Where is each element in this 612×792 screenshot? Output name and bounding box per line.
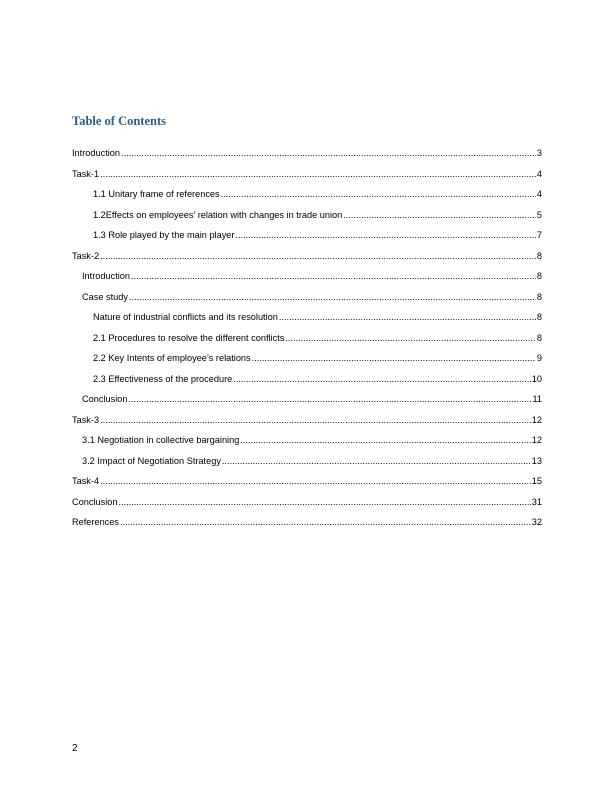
toc-entry-label: Task-3	[72, 414, 100, 425]
toc-entry-page: 31	[531, 496, 542, 507]
dot-leader	[343, 210, 536, 220]
toc-entry-task-3[interactable]	[72, 415, 542, 436]
toc-entry-page: 13	[531, 455, 542, 466]
dot-leader	[235, 230, 535, 240]
toc-entry-1-1[interactable]	[72, 189, 542, 210]
toc-entry-label: 2.3 Effectiveness of the procedure	[93, 373, 233, 384]
toc-entry-task-2-conclusion[interactable]	[72, 394, 542, 415]
toc-entry-1-3[interactable]	[72, 230, 542, 251]
toc-entry-2-3[interactable]	[72, 374, 542, 395]
toc-entry-page: 8	[536, 312, 542, 322]
toc-entry-case-study[interactable]	[72, 292, 542, 313]
toc-entry-conclusion[interactable]	[72, 497, 542, 518]
toc-entry-task-2[interactable]	[72, 251, 542, 272]
toc-entry-page: 9	[536, 353, 542, 363]
page-title: Table of Contents	[72, 114, 166, 128]
toc-entry-page: 15	[531, 476, 542, 486]
toc-entry-label: Task-1	[72, 168, 100, 179]
toc-entry-label: 2.1 Procedures to resolve the different conflicts	[93, 332, 285, 343]
toc-entry-label: Conclusion	[72, 496, 118, 507]
toc-entry-label: Task-2	[72, 250, 100, 261]
toc-entry-task-4[interactable]	[72, 476, 542, 497]
toc-entry-label: Conclusion	[82, 394, 128, 404]
toc-entry-page: 8	[536, 271, 542, 281]
toc-entry-1-2[interactable]	[72, 210, 542, 231]
toc-entry-label: 2.2 Key Intents of employee’s relations	[93, 353, 251, 363]
toc-entry-page: 32	[531, 517, 542, 527]
toc-entry-page: 12	[531, 414, 542, 425]
toc-entry-3-1[interactable]	[72, 435, 542, 456]
toc-entry-label: Introduction	[82, 271, 131, 281]
dot-leader	[279, 312, 536, 322]
toc-entry-label: Introduction	[72, 148, 121, 158]
toc-entry-page: 10	[531, 373, 542, 384]
table-of-contents	[72, 148, 542, 538]
dot-leader	[128, 394, 531, 404]
dot-leader	[240, 435, 530, 445]
toc-entry-label: 3.1 Negotiation in collective bargaining	[82, 435, 240, 445]
dot-leader	[121, 148, 536, 158]
toc-entry-task-2-introduction[interactable]	[72, 271, 542, 292]
toc-entry-3-2[interactable]	[72, 456, 542, 477]
toc-entry-page: 8	[536, 291, 542, 302]
dot-leader	[100, 251, 536, 261]
toc-entry-label: 1.2Effects on employees’ relation with changes in trade union	[93, 209, 343, 220]
dot-leader	[131, 271, 536, 281]
dot-leader	[120, 517, 531, 527]
dot-leader	[252, 353, 536, 363]
page-number: 2	[72, 743, 78, 754]
toc-entry-industrial-conflicts[interactable]	[72, 312, 542, 333]
dot-leader	[285, 333, 536, 343]
toc-entry-label: Nature of industrial conflicts and its resolution	[93, 312, 278, 322]
toc-entry-page: 7	[536, 230, 542, 240]
toc-entry-label: Task-4	[72, 476, 100, 486]
dot-leader	[129, 292, 536, 302]
toc-entry-page: 5	[536, 209, 542, 220]
toc-entry-page: 3	[536, 148, 542, 158]
dot-leader	[118, 497, 530, 507]
toc-entry-references[interactable]	[72, 517, 542, 538]
toc-entry-label: 3.2 Impact of Negotiation Strategy	[82, 455, 221, 466]
toc-entry-page: 11	[532, 394, 542, 404]
toc-entry-label: References	[72, 517, 119, 527]
dot-leader	[100, 169, 536, 179]
toc-entry-page: 12	[531, 435, 542, 445]
toc-entry-label: Case study	[82, 291, 128, 302]
toc-entry-task-1[interactable]	[72, 169, 542, 190]
toc-entry-page: 4	[536, 168, 542, 179]
toc-entry-page: 8	[536, 332, 542, 343]
toc-entry-2-2[interactable]	[72, 353, 542, 374]
dot-leader	[233, 374, 531, 384]
toc-entry-page: 4	[536, 189, 542, 199]
dot-leader	[221, 189, 536, 199]
toc-entry-label: 1.1 Unitary frame of references	[93, 189, 220, 199]
toc-entry-introduction[interactable]	[72, 148, 542, 169]
dot-leader	[100, 476, 531, 486]
toc-entry-2-1[interactable]	[72, 333, 542, 354]
dot-leader	[222, 456, 531, 466]
toc-entry-label: 1.3 Role played by the main player	[93, 230, 235, 240]
dot-leader	[100, 415, 531, 425]
toc-entry-page: 8	[536, 250, 542, 261]
